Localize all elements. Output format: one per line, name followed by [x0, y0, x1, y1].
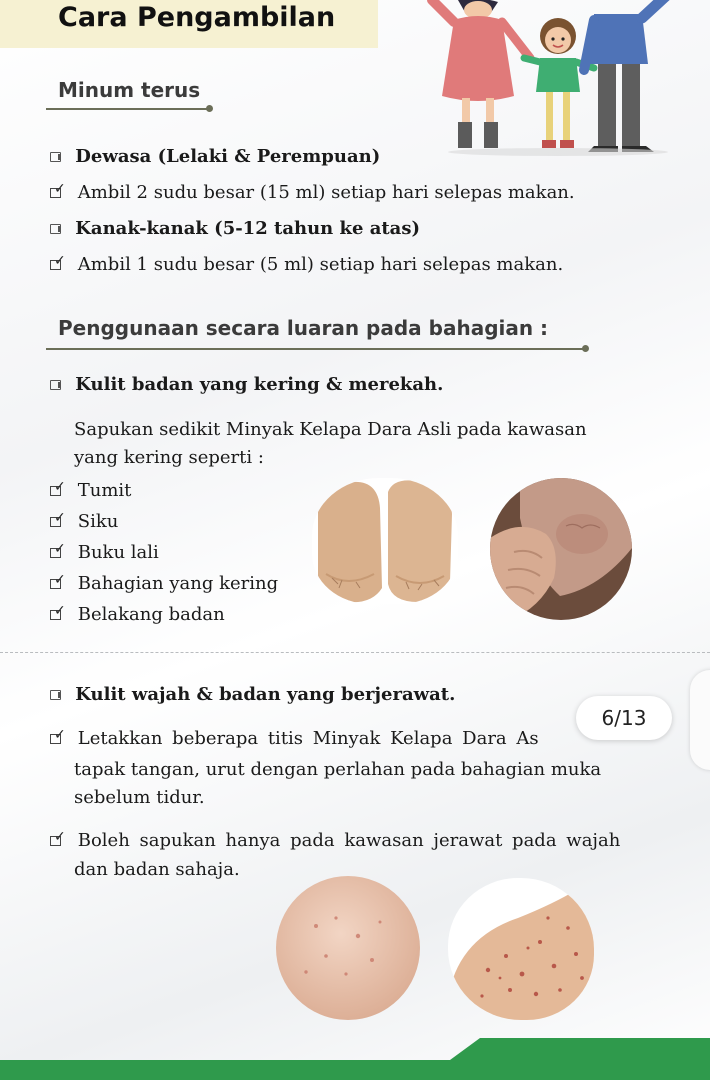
bullet-square-icon	[50, 152, 61, 162]
checkbox-icon: ✓	[50, 546, 64, 558]
acne-title: Kulit wajah & badan yang berjerawat.	[50, 682, 455, 708]
oral-label-child: Kanak-kanak (5-12 tahun ke atas)	[50, 216, 420, 242]
oral-heading: Minum terus	[58, 78, 201, 102]
checkbox-icon: ✓	[50, 834, 64, 846]
acne-step-1: ✓ Letakkan beberapa titis Minyak Kelapa Dara As	[50, 726, 539, 752]
checkbox-icon: ✓	[50, 484, 64, 496]
bullet-square-icon	[50, 224, 61, 234]
side-drawer-handle[interactable]	[690, 670, 710, 770]
acne-step-1-cont: tapak tangan, urut dengan perlahan pada bahagian muka sebelum tidur.	[74, 759, 602, 808]
checkbox-icon: ✓	[50, 608, 64, 620]
acne-back-photo	[448, 878, 594, 1020]
dry-skin-title: Kulit badan yang kering & merekah.	[50, 372, 443, 398]
acne-face-photo	[276, 876, 420, 1020]
oral-heading-rule-dot	[206, 105, 213, 112]
oral-label-adult: Dewasa (Lelaki & Perempuan)	[50, 144, 380, 170]
oral-check-adult: ✓ Ambil 2 sudu besar (15 ml) setiap hari selepas makan.	[50, 180, 575, 206]
list-item: ✓ Siku	[50, 509, 278, 540]
external-heading: Penggunaan secara luaran pada bahagian :	[58, 316, 549, 340]
section-divider	[0, 652, 710, 653]
oral-check-child: ✓ Ambil 1 sudu besar (5 ml) setiap hari selepas makan.	[50, 252, 563, 278]
checkbox-icon: ✓	[50, 577, 64, 589]
checkbox-icon: ✓	[50, 186, 64, 198]
oral-heading-rule	[46, 108, 208, 110]
footer-band	[0, 1060, 710, 1080]
page-title: Cara Pengambilan	[58, 2, 336, 33]
external-heading-rule	[46, 348, 586, 350]
list-item: ✓ Belakang badan	[50, 602, 278, 633]
external-heading-rule-dot	[582, 345, 589, 352]
list-item: ✓ Tumit	[50, 478, 278, 509]
acne-step-2-cont: dan badan sahaja.	[74, 859, 240, 880]
bullet-square-icon	[50, 690, 61, 700]
page-indicator: 6/13	[576, 696, 672, 740]
dry-areas-list	[50, 478, 278, 633]
dry-heels-photo	[312, 478, 458, 604]
dry-elbow-photo	[490, 478, 632, 620]
checkbox-icon: ✓	[50, 732, 64, 744]
family-illustration	[418, 0, 700, 160]
dry-skin-description: Sapukan sedikit Minyak Kelapa Dara Asli pada kawasan yang kering seperti :	[74, 419, 587, 468]
acne-step-2: ✓ Boleh sapukan hanya pada kawasan jerawat pada wajah	[50, 828, 620, 854]
bullet-square-icon	[50, 380, 61, 390]
list-item: ✓ Buku lali	[50, 540, 278, 571]
checkbox-icon: ✓	[50, 258, 64, 270]
list-item: ✓ Bahagian yang kering	[50, 571, 278, 602]
checkbox-icon: ✓	[50, 515, 64, 527]
